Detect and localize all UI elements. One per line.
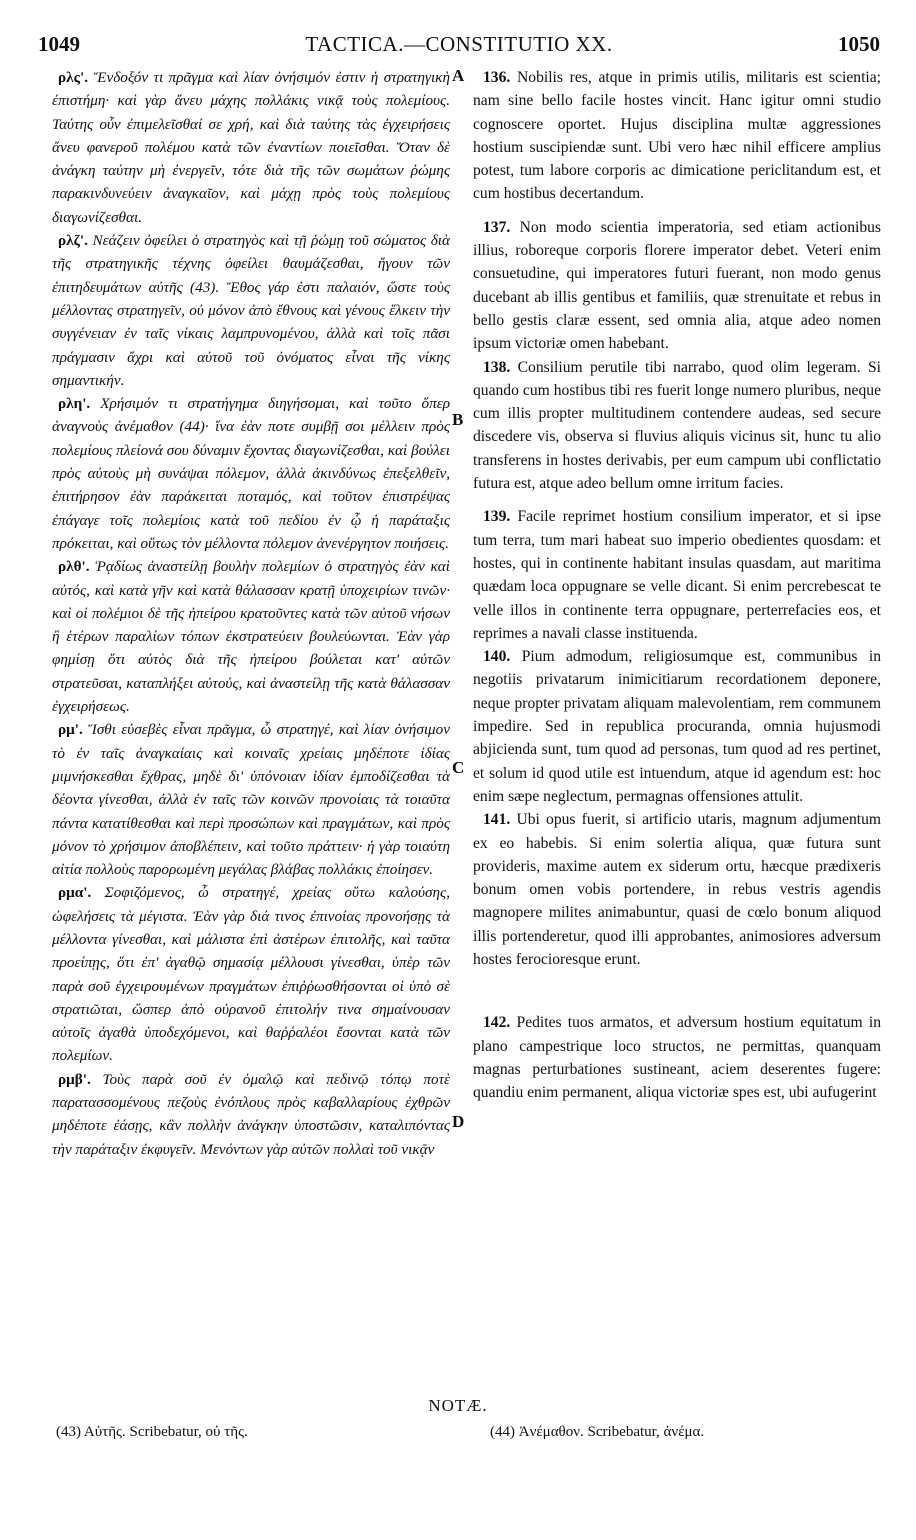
footnote-43: (43) Αὐτῆς. Scribebatur, οὐ τῆς. xyxy=(56,1424,248,1440)
page-number-left: 1049 xyxy=(38,32,80,56)
latin-paragraph-139: 139. Facile reprimet hostium consilium imperator, et si ipse tum terra, tum mari habeat suo imperio obedientes quosdam: et hostes, qui in continente habitant insulas quasdam, aut maritima quædam loca oppugnare se velle dicant. Si enim percrebescat te velle illos in continente terra oppugnare, perterrefacies eos, et reprimes a navali classe instituenda. xyxy=(473,508,881,642)
greek-column xyxy=(52,66,450,1161)
latin-paragraph-136: 136. Nobilis res, atque in primis utilis, militaris est scientia; nam sine bello facile hostes vincit. Hanc igitur omni studio cognoscere oportet. Hujus disciplina multæ aggressiones hostium suscipiendæ sunt. Ubi vero hæc nihil efficere amplius potest, tum labore corporis ac dimicatione periclitandum est, et cum hostibus decertandum. xyxy=(473,69,881,203)
latin-paragraph-138: 138. Consilium perutile tibi narrabo, quod olim legeram. Si quando cum hostibus tibi res fuerit longe numero pluribus, neque cum illis propter multitudinem contendere audeas, sed secure discedere vis, observa si fluvius aliquis vicinus sit, hunc tu alio transferens in hostes derivabis, per eum campum ubi conflictatio futura est, atque adeo bellum omne irritum facies. xyxy=(473,358,881,493)
paragraph-gap xyxy=(473,971,881,1011)
paragraph-gap xyxy=(473,206,881,216)
paragraph-gap xyxy=(473,495,881,505)
page-number-right: 1050 xyxy=(838,32,880,56)
running-title: TACTICA.—CONSTITUTIO XX. xyxy=(305,32,613,56)
latin-paragraph-141: 141. Ubi opus fuerit, si artificio utaris, magnum adjumentum ex eo habebis. Si enim solertia aliqua, quæ futura sunt provideris, maxime autem ex siderum ortu, hæcque prædixeris bonum omen vobis portendere, in rebus vestris agendis magnopere milites animabuntur, quasi de cœlo bonum aliquod illis portenderetur, quod illi approbantes, animosiores adversum hostes ferocioresque erunt. xyxy=(473,811,881,968)
latin-paragraph-142: 142. Pedites tuos armatos, et adversum hostium equitatum in plano campestrique loco structos, ne permittas, quanquam magnas perturbationes sustineant, aciem deserentes fugere: quandiu enim permanent, aliqua victoriæ spes est, ubi aufugerint xyxy=(473,1014,881,1102)
greek-paragraph-138: ρλη'. Χρήσιμόν τι στρατήγημα διηγήσομαι, καὶ τοῦτο ὅπερ ἀναγνοὺς ἀνέμαθον (44)· ἵνα ἐὰν ποτε συμβῇ σοι μέλλειν πρὸς πολεμίους πλείονά σου δύναμιν ἔχοντας διαγωνίζεσθαι, καὶ βούλει πρὸς αὐτοὺς μὴ συνάψαι πόλεμον, ἀλλὰ ἀκινδύνως ἐπεξελθεῖν, ἐπιτήρησον ἐὰν παράκειται ποταμός, καὶ τοῦτον ἐπιστρέψας ἐπάγαγε τοῖς πολεμίοις κατὰ τοῦ πεδίου ἐν ᾧ ἡ παράταξις πρόκειται, καὶ οὕτως τὸν μέλλοντα πόλεμον ἀνενέργητον ποιήσεις. xyxy=(52,395,450,552)
greek-paragraph-137: ρλζ'. Νεάζειν ὀφείλει ὁ στρατηγὸς καὶ τῇ ῥώμῃ τοῦ σώματος διὰ τῆς στρατηγικῆς τέχνης ὀφείλει θαυμάζεσθαι, ἤγουν τῶν ἐπιτηδευμάτων αὐτῆς (43). Ἔθος γάρ ἐστι παλαιόν, ὥστε τοὺς μέλλοντας στρατηγεῖν, οὐ μόνον ἀπὸ ἔθνους καὶ γένους ἕλκειν τὴν συγγένειαν ἐν ταῖς νίκαις λαμπρυνομένου, ἀλλὰ καὶ τοῖς πᾶσι πράγμασιν ἄχρι καὶ αὐτοῦ τοῦ ὀνόματος εἶναι τῆς νίκης σημαντικήν. xyxy=(52,232,450,389)
greek-paragraph-142: ρμβ'. Τοὺς παρὰ σοῦ ἐν ὁμαλῷ καὶ πεδινῷ τόπῳ ποτὲ παρατασσομένους πεζοὺς ἐνόπλους πρὸς καβαλλαρίους ἐχθρῶν μηδέποτε ἐάσῃς, κἂν πολλὴν ἀνάγκην ὑποστῶσιν, καταλιπόντας τὴν παράταξιν ἐκφυγεῖν. Μενόντων γὰρ αὐτῶν πολλαὶ τοῦ νικᾷν xyxy=(52,1070,450,1158)
margin-marker-b: B xyxy=(452,410,464,429)
latin-paragraph-137: 137. Non modo scientia imperatoria, sed etiam actionibus illius, roboreque corporis florere imperator debet. Veteri enim consuetudine, qui imperatores futuri fuerant, non modo genus ducebant ab illis gentibus et familiis, quæ strenuitate et rebus in bello gestis claræ essent, sed omnia alia, atque adeo nomen ipsum victoriæ omen habebant. xyxy=(473,218,881,353)
running-header xyxy=(38,32,880,62)
margin-marker-a: A xyxy=(452,66,465,85)
footnote-44: (44) Ἀνέμαθον. Scribebatur, ἀνέμα. xyxy=(490,1424,705,1440)
latin-paragraph-140: 140. Pium admodum, religiosumque est, communibus in negotiis privatarum inimicitiarum recordationem deponere, neque propter privatam aliquam malevolentiam, rem communem impedire. Sed in republica procuranda, omnia hujusmodi abjicienda sunt, tum quod ad personas, tum quod ad res pertinet, et solum id quod utile est intuendum, atque id agendum est: hoc enim sæpe neglectum, permagnas offensiones attulit. xyxy=(473,648,881,805)
latin-column xyxy=(473,66,881,1104)
greek-paragraph-136: ρλς'. Ἔνδοξόν τι πρᾶγμα καὶ λίαν ὀνήσιμόν ἐστιν ἡ στρατηγικὴ ἐπιστήμη· καὶ γὰρ ἄνευ μάχης πολλάκις νικᾷ τοὺς πολεμίους. Ταύτης οὖν ἐπιμελεῖσθαί σε χρή, καὶ διὰ ταύτης τὰς ἐγχειρήσεις ἄνευ φανεροῦ πολέμου κατὰ τῶν ἐναντίων ποιεῖσθαι. Ὅταν δὲ ἀνάγκη ταύτην μὴ ἐνεργεῖν, τότε διὰ τῆς τῶν σωμάτων ῥώμης παρακινδυνεύειν ἀναγκαῖον, καὶ μάχῃ πρὸς τοὺς πολεμίους διαγωνίζεσθαι. xyxy=(52,69,450,226)
greek-paragraph-141: ρμα'. Σοφιζόμενος, ὦ στρατηγέ, χρείας οὕτω καλούσης, ὠφελήσεις τὰ μέγιστα. Ἐὰν γὰρ διά τινος ἐπινοίας προνοήσῃς τὰ μέλλοντα γίνεσθαι, καὶ μάλιστα ἐπὶ ἀστέρων ἐπιτολῆς, καὶ ταῦτα προείπῃς, ὅτι ἐπ' ἀγαθῷ σημασίᾳ μέλλουσι γίνεσθαι, ὑπὲρ τῶν παρὰ σοῦ ἐγχειρουμένων πραγμάτων ἐπιῤῥωσθήσονται οἱ ὑπὸ σὲ στρατιῶται, ὥσπερ ἀπὸ οὐρανοῦ ἐπιτολήν τινα σημαίνουσαν αὐτοῖς ἀγαθὰ ὑποδεχόμενοι, καὶ θαῤῥαλέοι ἔσονται κατὰ τῶν πολεμίων. xyxy=(52,884,450,1065)
greek-paragraph-140: ρμ'. Ἴσθι εὐσεβὲς εἶναι πρᾶγμα, ὦ στρατηγέ, καὶ λίαν ὀνήσιμον τὸ ἐν ταῖς ἀναγκαίαις καὶ κοιναῖς χρείαις μηδέποτε ἰδίας μιμνήσκεσθαι ἔχθρας, μηδὲ δι' ὑπόνοιαν ἰδίαν ἐμποδίζεσθαι τὰ δέοντα γίνεσθαι, ἀλλὰ ἐν ταῖς τῶν κοινῶν προνοίαις τὰ τοιαῦτα πάντα κατατίθεσθαι καὶ περὶ προσώπων καὶ πραγμάτων, καὶ πρὸς μόνον τὸ χρήσιμον ἀποβλέπειν, καὶ τοῦτο πράττειν· ἡ γὰρ τοιαύτη αἰτία πολλοὺς παρορωμένη μεγάλας βλάβας πολλάκις ἐποίησεν. xyxy=(52,721,450,879)
margin-marker-c: C xyxy=(452,758,465,777)
greek-paragraph-139: ρλθ'. Ῥᾳδίως ἀναστείλῃ βουλὴν πολεμίων ὁ στρατηγὸς ἐὰν καὶ αὐτός, καὶ κατὰ γῆν καὶ κατὰ θάλασσαν κρατῇ ὑποχειρίων τινῶν· καὶ οἱ πολέμιοι δὲ τῆς ἠπείρου κρατοῦντες κατὰ τῶν αὐτοῦ νήσων ἢ ἑτέρων παραλίων τόπων ἐκστρατεύειν βουλεύωνται. Ἐὰν γὰρ φημίσῃ ὅτι αὐτὸς διὰ τῆς ἠπείρου βούλεται κατ' αὐτῶν στρατεῦσαι, καταπλήξει αὐτούς, καὶ ἀναστείλῃ τῆς κατὰ θάλασσαν ἐγχειρήσεως. xyxy=(52,558,450,716)
notes-heading: NOTÆ. xyxy=(428,1396,488,1415)
margin-marker-d: D xyxy=(452,1112,465,1131)
